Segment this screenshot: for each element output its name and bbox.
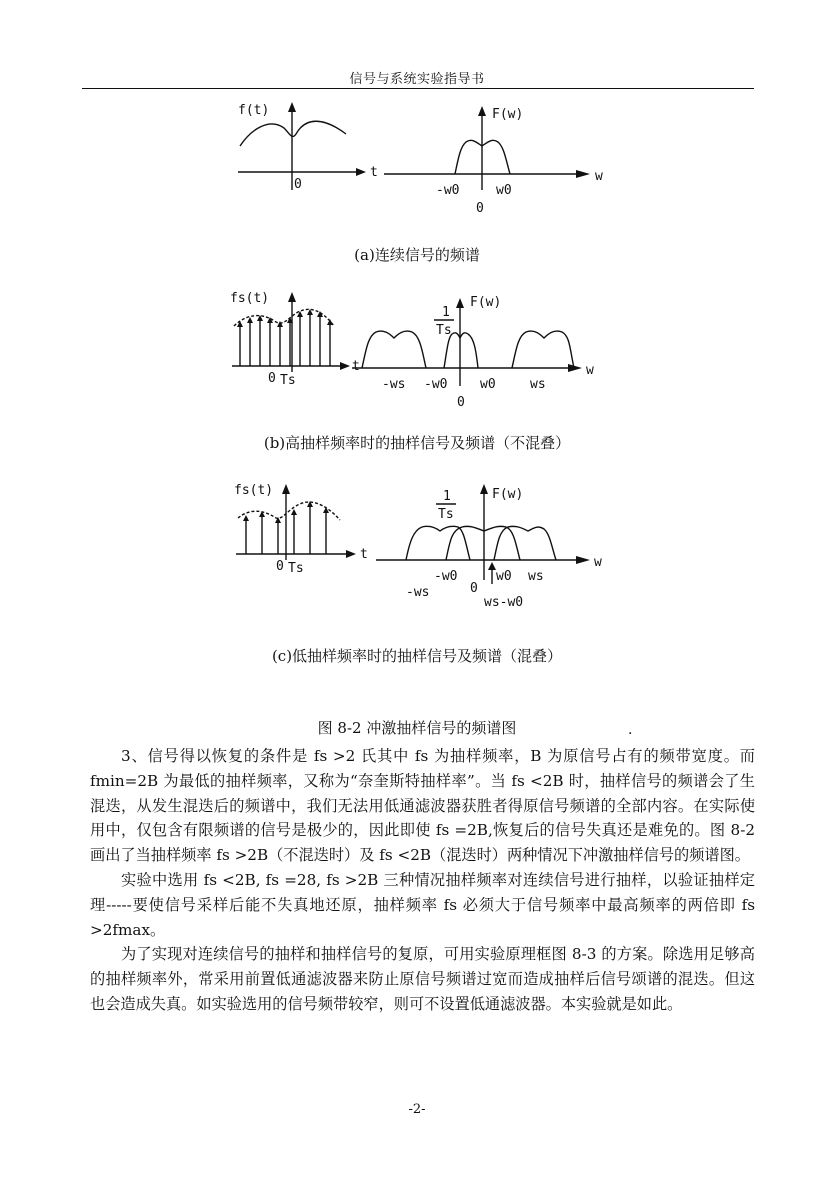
panel-c-amp-num: 1 [443,489,451,504]
panel-c-neg-ws: -ws [406,585,430,600]
panel-b-freq-plot [352,295,594,410]
panel-b-origin-t: 0 [268,371,276,386]
figure-title: 图 8-2 冲激抽样信号的频谱图 [317,719,517,737]
pointer-arrow-icon [488,562,496,570]
paragraph-implementation: 为了实现对连续信号的抽样和抽样信号的复原，可用实验原理框图 8-3 的方案。除选用足够高的抽样频率外，常采用前置低通滤波器来防止原信号频谱过宽而造成抽样后信号颂谱的混迭。但这也会造成失真。如实验选用的信号频带较窄，则可不设置低通滤波器。本实验就是如此。 [90,945,755,1013]
t-axis-arrow-icon [340,362,350,370]
y-axis-arrow-icon [288,292,296,302]
panel-a-t-axis-label: t [370,165,378,180]
panel-b-amp-den: Ts [436,323,452,338]
panel-a-freq-plot [384,106,603,216]
impulse-arrow-icon [291,509,297,515]
panel-c-neg-w0: -w0 [434,569,458,584]
panel-b-amp-num: 1 [442,305,450,320]
impulse-arrow-icon [327,319,333,325]
spectrum-replica-right [512,331,574,368]
y-axis-arrow-icon [282,484,290,494]
spectrum-replica-left [406,526,470,560]
y-axis-arrow-icon [288,102,296,112]
panel-b-neg-ws: -ws [382,377,406,392]
caption-panel-b: (b)高抽样频率时的抽样信号及频谱（不混叠） [263,434,571,452]
panel-b-ts-label: Ts [280,373,296,388]
panel-a-time-label: f(t) [238,103,270,118]
panel-c-freq-plot [376,484,602,610]
panel-b-freq-label: F(w) [470,295,502,310]
continuous-signal-curve [240,121,346,146]
w-axis-arrow-icon [576,556,590,564]
panel-c-origin-t: 0 [276,559,284,574]
panel-b-t-axis-label: t [352,359,360,374]
panel-a-w-axis-label: w [595,169,603,184]
panel-b-time-plot [230,291,360,388]
y-axis-arrow-icon [478,106,486,116]
panel-a-origin-w: 0 [476,201,484,216]
impulse-arrow-icon [277,321,283,327]
panel-c-freq-label: F(w) [492,487,524,502]
spectrum-replica-left [362,331,426,368]
page-number: -2- [408,1102,426,1117]
y-axis-arrow-icon [480,484,488,494]
panel-b-origin-w: 0 [457,395,465,410]
panel-a-time-plot [238,102,378,192]
impulse-arrow-icon [247,317,253,323]
paragraph-sampling-condition: 3、信号得以恢复的条件是 fs >2 氏其中 fs 为抽样频率，B 为原信号占有的频带宽度。而 fmin=2B 为最低的抽样频率，又称为“奈奎斯特抽样率”。当 fs <2B 时，抽样信号的频谱会了生混迭，从发生混迭后的频谱中，我们无法用低通滤波器获胜者得原信号频谱的全部内容。在实际使用中，仅包含有限频谱的信号是极少的，因此即使 fs =2B,恢复后的信号失真还是难免的。图 8-2 画出了当抽样频率 fs >2B（不混迭时）及 fs <2B（混迭时）两种情况下冲激抽样信号的频谱图。 [90,747,755,865]
panel-c-ws-minus-w0: ws-w0 [484,595,524,610]
impulse-train [237,309,333,366]
panel-a-origin-t: 0 [294,177,302,192]
panel-b-neg-w0: -w0 [424,377,448,392]
panel-b-w-axis-label: w [586,363,594,378]
panel-c-ts-label: Ts [288,561,304,576]
spectrum-replica-center [444,333,478,368]
t-axis-arrow-icon [356,168,366,176]
panel-a-freq-label: F(w) [492,107,524,122]
panel-c-origin-w: 0 [470,581,478,596]
panel-c-w-axis-label: w [594,555,602,570]
panel-c-t-axis-label: t [360,547,368,562]
caption-panel-c: (c)低抽样频率时的抽样信号及频谱（混叠） [271,647,563,665]
w-axis-arrow-icon [568,364,582,372]
sampled-envelope-curve [234,309,334,326]
panel-c-pos-w0: w0 [496,569,512,584]
w-axis-arrow-icon [576,170,590,178]
spectrum-replica-center [446,526,520,560]
panel-c-amp-den: Ts [438,507,454,522]
page-header-title: 信号与系统实验指导书 [349,72,485,87]
panel-b-time-label: fs(t) [230,291,270,306]
t-axis-arrow-icon [346,550,356,558]
body-text [90,744,755,1017]
y-axis-arrow-icon [456,298,464,308]
panel-c-time-plot [234,483,368,576]
panel-a-neg-w0: -w0 [436,183,460,198]
paragraph-experiment-selection: 实验中选用 fs <2B, fs =28, fs >2B 三种情况抽样频率对连续信号进行抽样，以验证抽样定理-----要使信号采样后能不失真地还原，抽样频率 fs 必须大于信号频率中最高频率的两倍即 fs >2fmax。 [90,870,755,939]
panel-c-time-label: fs(t) [234,483,274,498]
panel-b-pos-w0: w0 [480,377,496,392]
panel-b-pos-ws: ws [530,377,546,392]
impulse-arrow-icon [323,507,329,513]
spectrum-replica-right [494,526,556,560]
stray-mark: . [628,722,633,738]
caption-panel-a: (a)连续信号的频谱 [354,246,480,264]
panel-c-pos-ws: ws [528,569,544,584]
impulse-arrow-icon [243,515,249,521]
panel-a-pos-w0: w0 [496,183,512,198]
